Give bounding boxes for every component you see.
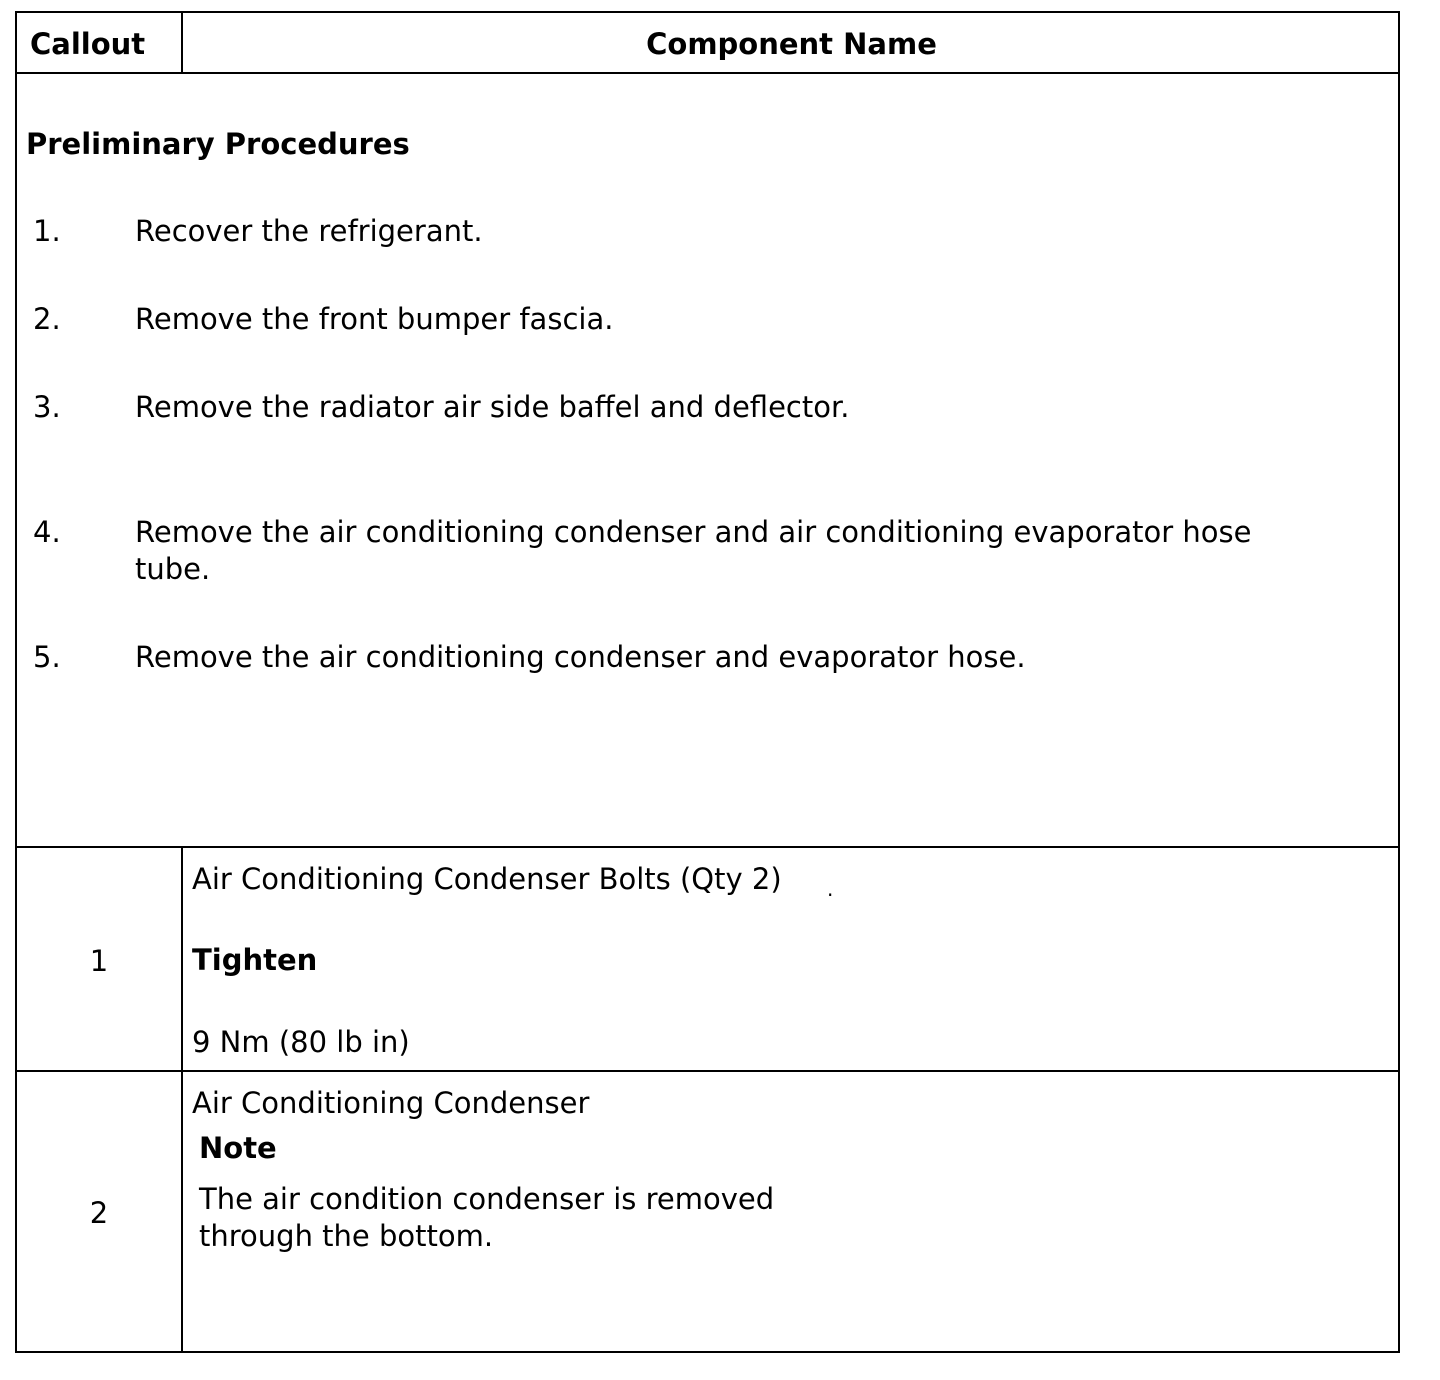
note-text: The air condition condenser is removed through the bottom.	[199, 1182, 775, 1253]
step-number: 3.	[33, 390, 61, 424]
header-callout: Callout	[30, 27, 146, 61]
torque-value: 9 Nm (80 lb in)	[192, 1025, 410, 1059]
header-bottom-rule	[17, 72, 1398, 74]
step-text: Remove the air conditioning condenser and air conditioning evaporator hose tube.	[135, 515, 1252, 586]
step-text: Remove the radiator air side baffel and deflector.	[135, 390, 850, 424]
note-label: Note	[199, 1131, 277, 1165]
step-text: Remove the front bumper fascia.	[135, 302, 614, 336]
preliminary-title: Preliminary Procedures	[26, 127, 410, 161]
row-1-top-rule	[17, 846, 1398, 848]
step-number: 1.	[33, 214, 61, 248]
component-name: Air Conditioning Condenser	[192, 1086, 590, 1120]
step-text: Remove the air conditioning condenser and evaporator hose.	[135, 640, 1026, 674]
tighten-label: Tighten	[192, 943, 318, 977]
step-number: 4.	[33, 515, 61, 549]
row-2-top-rule	[17, 1070, 1398, 1072]
component-name: Air Conditioning Condenser Bolts (Qty 2)	[192, 862, 782, 896]
procedure-table	[15, 11, 1400, 1353]
header-component-name: Component Name	[646, 27, 937, 61]
rows-divider	[181, 846, 183, 1353]
step-number: 2.	[33, 302, 61, 336]
header-divider	[181, 13, 183, 73]
trailing-mark: .	[827, 877, 834, 901]
callout-number: 1	[89, 944, 109, 978]
step-text: Recover the refrigerant.	[135, 214, 483, 248]
step-number: 5.	[33, 640, 61, 674]
callout-number: 2	[89, 1196, 109, 1230]
